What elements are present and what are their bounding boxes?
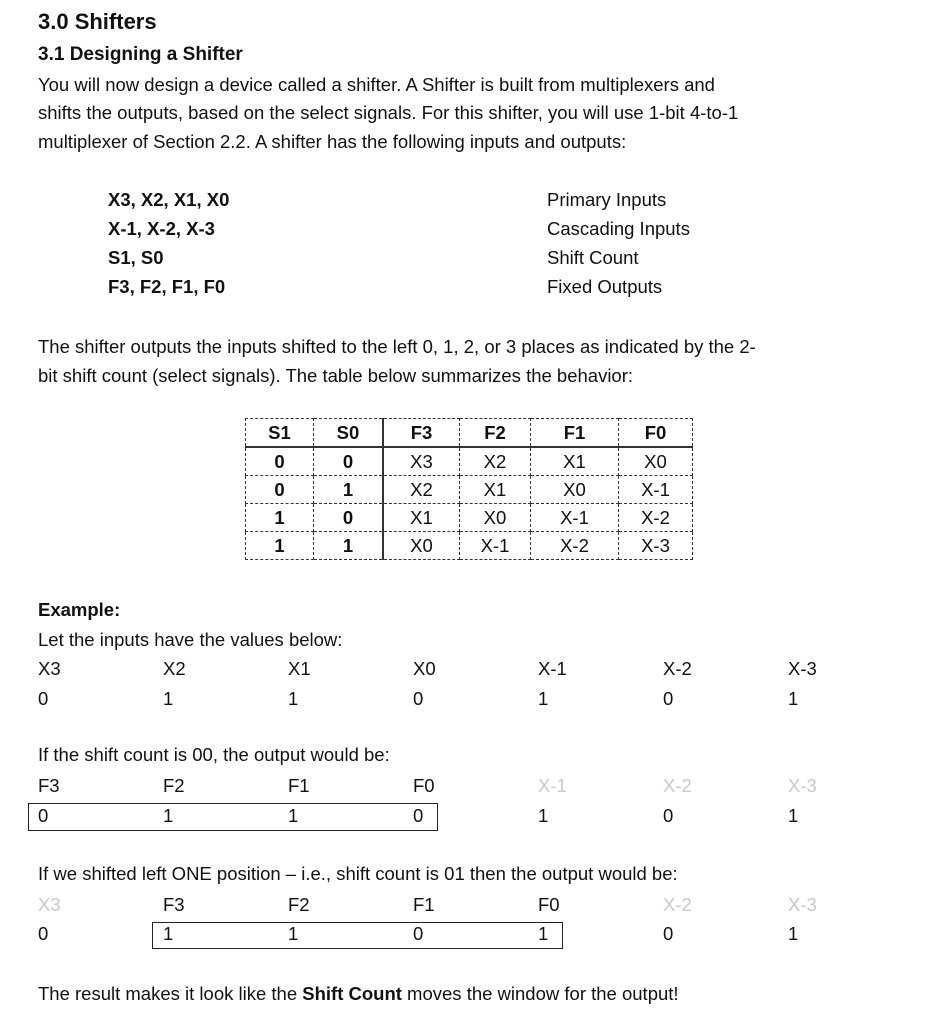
case00-value: 1: [163, 805, 174, 826]
case00-text: If the shift count is 00, the output would be:: [38, 744, 390, 765]
case01-label: F3: [163, 894, 185, 915]
table-cell: X-2: [531, 532, 619, 560]
case00-value: 0: [38, 805, 49, 826]
table-cell: X0: [460, 504, 531, 532]
table-cell: X-3: [619, 532, 693, 560]
table-header-s1: S1: [246, 419, 314, 448]
behavior-line: The shifter outputs the inputs shifted to the left 0, 1, 2, or 3 places as indicated by the 2-: [38, 336, 756, 357]
case01-value: 1: [788, 923, 799, 944]
case00-value: 0: [663, 805, 674, 826]
intro-line: shifts the outputs, based on the select signals. For this shifter, you will use 1-bit 4-to-1: [38, 102, 739, 123]
table-row: [246, 447, 693, 476]
io-description: Cascading Inputs: [547, 218, 690, 239]
io-signals: X-1, X-2, X-3: [108, 218, 215, 239]
case00-label: F2: [163, 775, 185, 796]
table-cell: 0: [246, 447, 314, 476]
case01-label: X-3: [788, 894, 817, 915]
case01-label: X3: [38, 894, 61, 915]
input-value: 1: [288, 688, 299, 709]
conclusion-text: moves the window for the output!: [401, 983, 679, 1004]
table-cell: X2: [460, 447, 531, 476]
input-label: X2: [163, 658, 186, 679]
case00-value: 1: [538, 805, 549, 826]
input-value: 0: [38, 688, 49, 709]
table-cell: X0: [383, 532, 460, 560]
table-header-f3: F3: [383, 419, 460, 448]
case01-value: 0: [413, 923, 424, 944]
table-cell: X2: [383, 476, 460, 504]
case00-value: 0: [413, 805, 424, 826]
table-row: [246, 532, 693, 560]
input-label: X0: [413, 658, 436, 679]
io-description: Shift Count: [547, 247, 639, 268]
table-cell: X0: [531, 476, 619, 504]
case01-text: If we shifted left ONE position – i.e., shift count is 01 then the output would be:: [38, 863, 678, 884]
table-row: [246, 476, 693, 504]
table-cell: X1: [383, 504, 460, 532]
table-cell: 1: [314, 476, 384, 504]
case00-label: X-1: [538, 775, 567, 796]
table-cell: 1: [246, 504, 314, 532]
case00-label: F3: [38, 775, 60, 796]
input-label: X-1: [538, 658, 567, 679]
table-header-s0: S0: [314, 419, 384, 448]
case01-value: 0: [38, 923, 49, 944]
io-signals: F3, F2, F1, F0: [108, 276, 226, 297]
truth-table: [245, 418, 693, 560]
io-description: Fixed Outputs: [547, 276, 663, 297]
table-header-row: [246, 419, 693, 448]
case00-value: 1: [288, 805, 299, 826]
case00-label: X-2: [663, 775, 692, 796]
case01-value: 0: [663, 923, 674, 944]
conclusion-text: The result makes it look like the: [38, 983, 303, 1004]
table-cell: X1: [460, 476, 531, 504]
table-row: [246, 504, 693, 532]
case01-label: F0: [538, 894, 560, 915]
io-signals: S1, S0: [108, 247, 164, 268]
case00-output-window: [28, 803, 438, 831]
input-label: X-2: [663, 658, 692, 679]
behavior-line: bit shift count (select signals). The table below summarizes the behavior:: [38, 365, 634, 386]
io-signals: X3, X2, X1, X0: [108, 189, 230, 210]
case01-label: F1: [413, 894, 435, 915]
table-cell: 1: [314, 532, 384, 560]
case00-label: F1: [288, 775, 310, 796]
case00-label: X-3: [788, 775, 817, 796]
table-header-f2: F2: [460, 419, 531, 448]
intro-line: multiplexer of Section 2.2. A shifter has the following inputs and outputs:: [38, 131, 627, 152]
case00-value: 1: [788, 805, 799, 826]
case01-output-window: [152, 922, 563, 949]
input-label: X-3: [788, 658, 817, 679]
example-intro: Let the inputs have the values below:: [38, 629, 343, 650]
table-cell: X-1: [531, 504, 619, 532]
intro-line: You will now design a device called a shifter. A Shifter is built from multiplexers and: [38, 74, 715, 95]
input-value: 0: [663, 688, 674, 709]
case00-label: F0: [413, 775, 435, 796]
case01-label: F2: [288, 894, 310, 915]
case01-label: X-2: [663, 894, 692, 915]
input-value: 1: [538, 688, 549, 709]
case01-value: 1: [163, 923, 174, 944]
conclusion-bold: Shift Count: [302, 983, 402, 1004]
table-cell: X3: [383, 447, 460, 476]
input-value: 1: [163, 688, 174, 709]
table-header-f0: F0: [619, 419, 693, 448]
table-cell: 1: [246, 532, 314, 560]
table-cell: 0: [314, 447, 384, 476]
table-cell: X1: [531, 447, 619, 476]
input-label: X3: [38, 658, 61, 679]
table-cell: X-1: [460, 532, 531, 560]
table-cell: X-2: [619, 504, 693, 532]
table-cell: X0: [619, 447, 693, 476]
io-description: Primary Inputs: [547, 189, 667, 210]
table-cell: 0: [314, 504, 384, 532]
input-value: 0: [413, 688, 424, 709]
case01-value: 1: [288, 923, 299, 944]
table-header-f1: F1: [531, 419, 619, 448]
input-value: 1: [788, 688, 799, 709]
input-label: X1: [288, 658, 311, 679]
table-cell: 0: [246, 476, 314, 504]
case01-value: 1: [538, 923, 549, 944]
conclusion: [38, 982, 679, 1006]
subsection-title: 3.1 Designing a Shifter: [38, 44, 243, 65]
example-heading: Example:: [38, 599, 121, 620]
section-title: 3.0 Shifters: [38, 9, 157, 34]
table-cell: X-1: [619, 476, 693, 504]
